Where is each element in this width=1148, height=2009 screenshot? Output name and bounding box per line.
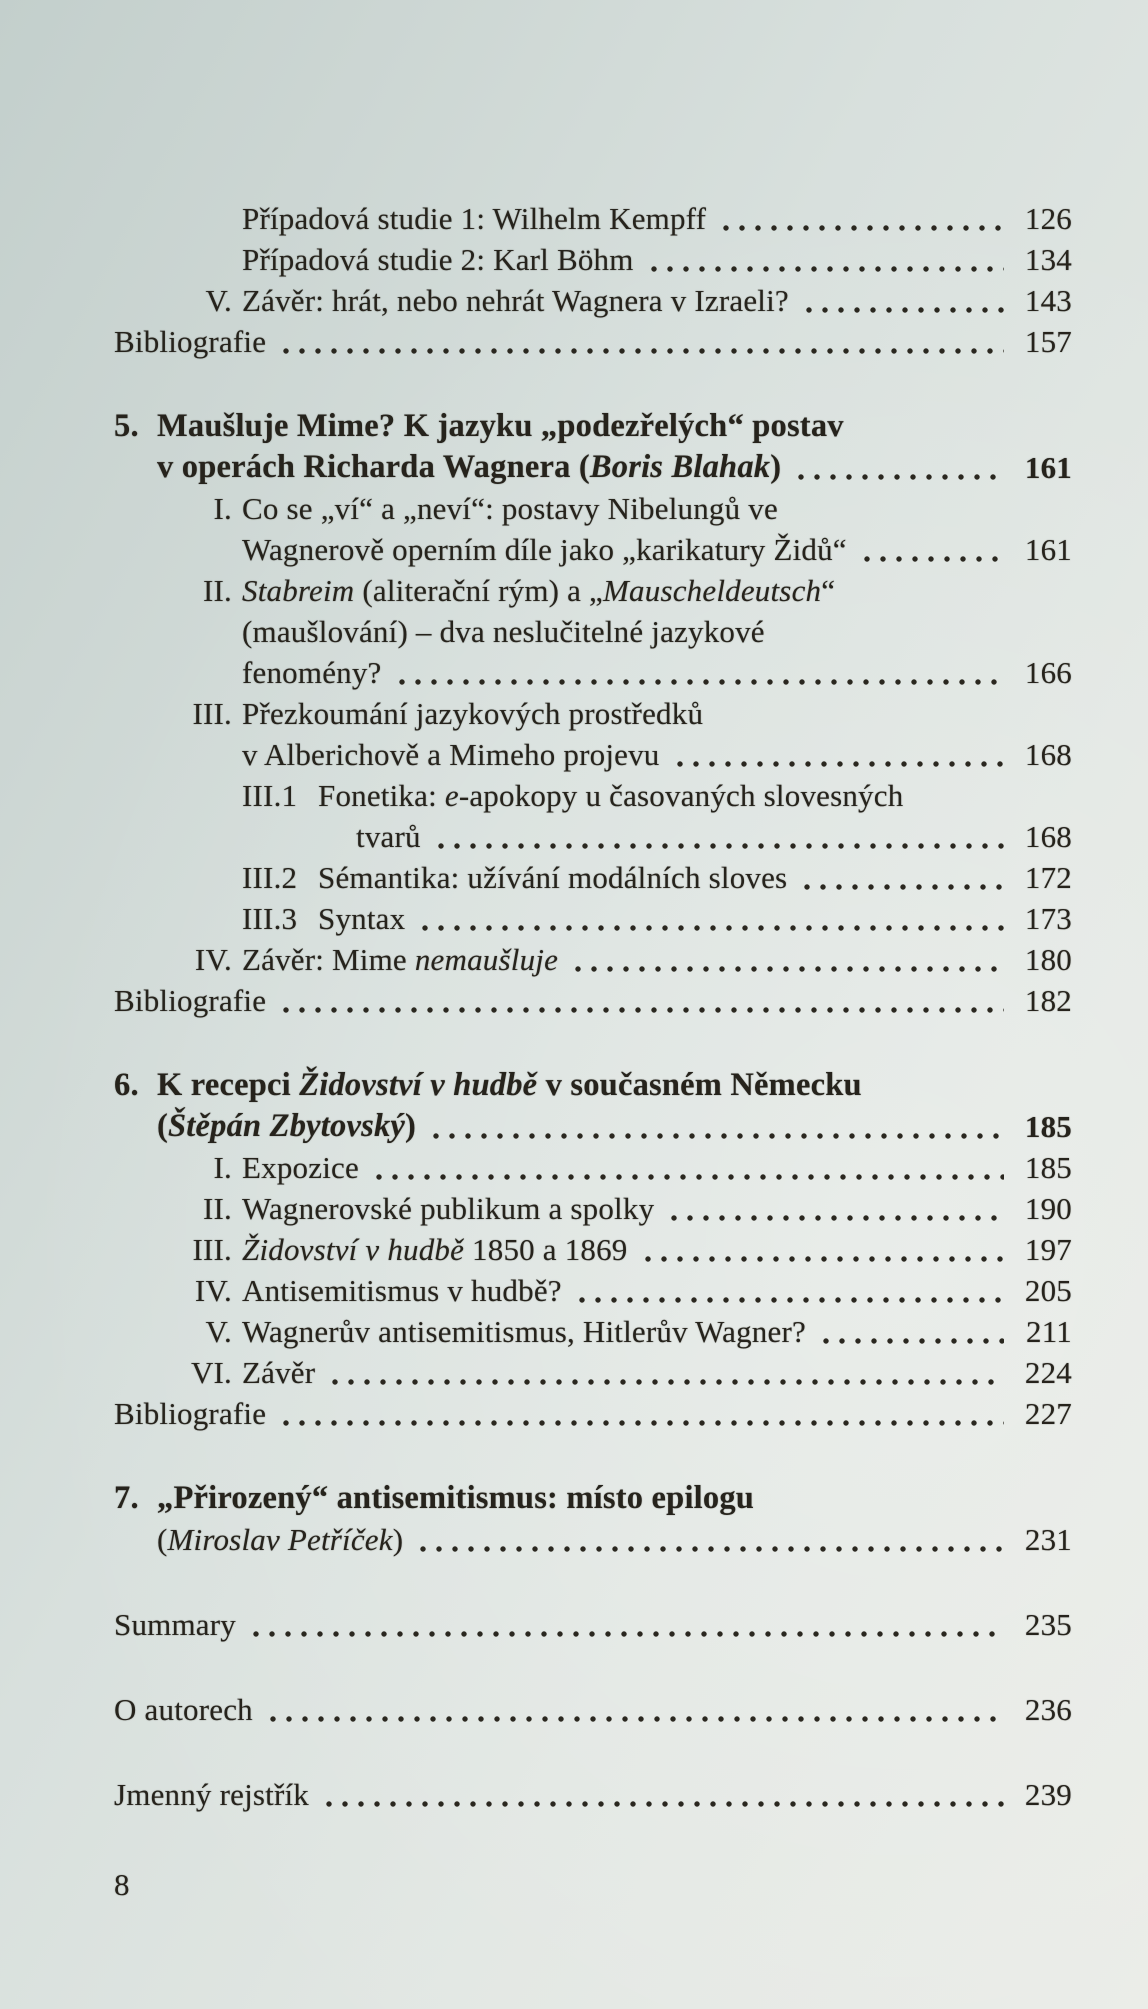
toc-entry-text: O autorech [114, 1692, 253, 1727]
toc-page-number: 157 [1024, 324, 1072, 359]
toc-dot-leader [799, 857, 1004, 890]
toc-entry-text: Jmenný rejstřík [114, 1777, 309, 1812]
toc-entry-text: fenomény? [242, 655, 382, 690]
toc-page-number: 166 [1024, 655, 1072, 690]
toc-entry [114, 1065, 1072, 1106]
toc-dot-leader [278, 321, 1004, 354]
toc-entry-text: Závěr: Mime nemaušluje [242, 942, 559, 977]
toc-entry-text: Případová studie 1: Wilhelm Kempff [242, 201, 707, 236]
toc-entry-label: III.3 [242, 901, 298, 936]
toc-entry-text: Přezkoumání jazykových prostředků [242, 696, 704, 731]
toc-page-number: 197 [1024, 1232, 1072, 1267]
toc-entry-text: Wagnerovské publikum a spolky [242, 1191, 655, 1226]
toc-dot-leader [818, 1311, 1004, 1344]
toc-dot-leader [718, 198, 1004, 231]
toc-entry [114, 898, 1072, 939]
toc-entry [114, 611, 1072, 652]
toc-entry-text: Případová studie 2: Karl Böhm [242, 242, 634, 277]
toc-dot-leader [327, 1352, 1004, 1385]
toc-entry [114, 652, 1072, 693]
toc-dot-leader [321, 1774, 1004, 1807]
toc-dot-leader [666, 1188, 1004, 1221]
toc-entry [114, 1147, 1072, 1188]
toc-entry-text: Syntax [318, 901, 406, 936]
toc-entry-label: II. [203, 1191, 232, 1226]
toc-entry [114, 1393, 1072, 1434]
toc-entry-text: (Štěpán Zbytovský) [157, 1108, 417, 1144]
toc-page-number: 180 [1024, 942, 1072, 977]
toc-page-number: 161 [1024, 532, 1072, 567]
toc-entry [114, 1774, 1072, 1815]
toc-dot-leader [570, 939, 1004, 972]
toc-entry-label: II. [203, 573, 232, 608]
toc-entry-text: Summary [114, 1607, 236, 1642]
toc-entry-label: V. [205, 1314, 232, 1349]
toc-entry-text: „Přirozený“ antisemitismus: místo epilogu [157, 1480, 755, 1516]
toc-entry [114, 529, 1072, 570]
toc-page-number: 231 [1024, 1522, 1072, 1557]
toc-dot-leader [428, 1106, 1004, 1139]
toc-page-number: 211 [1026, 1314, 1072, 1349]
toc-entry-label: I. [213, 491, 232, 526]
toc-entry-label: IV. [194, 942, 232, 977]
toc-entry-label: V. [205, 283, 232, 318]
toc-entry [114, 321, 1072, 362]
toc-entry [114, 1478, 1072, 1519]
toc-dot-leader [278, 1393, 1004, 1426]
toc-entry-text: Sémantika: užívání modálních sloves [318, 860, 788, 895]
toc-entry [114, 1106, 1072, 1147]
toc-page-number: 143 [1024, 283, 1072, 318]
toc-page-number: 134 [1024, 242, 1072, 277]
toc-entry [114, 939, 1072, 980]
toc-entry-label: III. [192, 696, 232, 731]
toc-entry-text: Židovství v hudbě 1850 a 1869 [242, 1232, 628, 1267]
toc-entry-text: Maušluje Mime? K jazyku „podezřelých“ postav [157, 408, 844, 444]
toc-entry [114, 239, 1072, 280]
toc-entry-text: (Miroslav Petříček) [157, 1522, 404, 1557]
toc-dot-leader [672, 734, 1004, 767]
toc-entry-text: Bibliografie [114, 1396, 267, 1431]
toc-entry [114, 406, 1072, 447]
toc-page-number: 168 [1024, 819, 1072, 854]
toc-entry-label: 6. [114, 1067, 139, 1103]
toc-page-number: 173 [1024, 901, 1072, 936]
toc-entry-text: tvarů [356, 819, 421, 854]
toc-entry-text: Expozice [242, 1150, 359, 1185]
toc-entry-label: I. [213, 1150, 232, 1185]
toc-entry [114, 570, 1072, 611]
toc-entry [114, 1352, 1072, 1393]
toc-entry-text: K recepci Židovství v hudbě v současném Německu [157, 1067, 862, 1103]
toc-entry [114, 488, 1072, 529]
toc-entry-text: Závěr: hrát, nebo nehrát Wagnera v Izraeli? [242, 283, 789, 318]
toc-entry [114, 1604, 1072, 1645]
toc-entry-text: Wagnerově operním díle jako „karikatury Židů“ [242, 532, 847, 567]
toc-entry-text: v Alberichově a Mimeho projevu [242, 737, 660, 772]
toc-entry-label: 5. [114, 408, 139, 444]
toc-entry-text: Co se „ví“ a „neví“: postavy Nibelungů ve [242, 491, 778, 526]
toc-entry-text: Stabreim (aliterační rým) a „Mauscheldeutsch“ [242, 573, 836, 608]
toc-dot-leader [859, 529, 1004, 562]
toc-entry-text: Fonetika: e-apokopy u časovaných slovesných [318, 778, 904, 813]
toc-entry [114, 980, 1072, 1021]
toc-entry [114, 816, 1072, 857]
toc-dot-leader [417, 898, 1004, 931]
toc-entry-label: 7. [114, 1480, 139, 1516]
toc-page-number: 185 [1024, 1109, 1072, 1144]
toc-entry-label: III. [192, 1232, 232, 1267]
toc-page-number: 239 [1024, 1777, 1072, 1812]
toc-dot-leader [433, 816, 1004, 849]
toc-entry [114, 447, 1072, 488]
toc-page-number: 236 [1024, 1692, 1072, 1727]
toc-entry [114, 198, 1072, 239]
toc-page-number: 161 [1024, 450, 1072, 485]
toc-entry-text: Závěr [242, 1355, 316, 1390]
toc-entry [114, 1188, 1072, 1229]
toc-dot-leader [793, 447, 1004, 480]
toc-entry-text: (maušlování) – dva neslučitelné jazykové [242, 614, 765, 649]
toc-entry [114, 1689, 1072, 1730]
toc-entry [114, 1519, 1072, 1560]
toc-dot-leader [394, 652, 1004, 685]
toc-dot-leader [278, 980, 1004, 1013]
toc-page-number: 190 [1024, 1191, 1072, 1226]
toc-entry-text: Wagnerův antisemitismus, Hitlerův Wagner? [242, 1314, 806, 1349]
toc-entry [114, 1229, 1072, 1270]
toc-entry-text: Bibliografie [114, 324, 267, 359]
toc-page-number: 172 [1024, 860, 1072, 895]
toc-page-number: 205 [1024, 1273, 1072, 1308]
toc-page-number: 227 [1024, 1396, 1072, 1431]
toc-entry-label: VI. [190, 1355, 232, 1390]
toc-entry-text: Bibliografie [114, 983, 267, 1018]
toc-page-number: 224 [1024, 1355, 1072, 1390]
toc-dot-leader [371, 1147, 1004, 1180]
toc-dot-leader [415, 1519, 1004, 1552]
page-folio: 8 [114, 1867, 130, 1902]
toc-dot-leader [646, 239, 1004, 272]
toc-entry-label: IV. [194, 1273, 232, 1308]
toc-dot-leader [640, 1229, 1004, 1262]
toc-entry-label: III.2 [242, 860, 298, 895]
toc-list [114, 198, 1072, 1815]
toc-page-number: 168 [1024, 737, 1072, 772]
toc-entry-label: III.1 [242, 778, 298, 813]
toc-entry [114, 734, 1072, 775]
toc-entry [114, 280, 1072, 321]
toc-dot-leader [574, 1270, 1004, 1303]
toc-dot-leader [801, 280, 1004, 313]
toc-page-number: 185 [1024, 1150, 1072, 1185]
toc-entry [114, 775, 1072, 816]
toc-dot-leader [248, 1604, 1004, 1637]
toc-page-number: 235 [1024, 1607, 1072, 1642]
toc-dot-leader [265, 1689, 1004, 1722]
toc-entry [114, 693, 1072, 734]
toc-entry [114, 1270, 1072, 1311]
toc-entry-text: Antisemitismus v hudbě? [242, 1273, 562, 1308]
toc-entry [114, 857, 1072, 898]
toc-entry [114, 1311, 1072, 1352]
toc-entry-text: v operách Richarda Wagnera (Boris Blahak) [157, 449, 782, 485]
toc-page-number: 182 [1024, 983, 1072, 1018]
toc-page-number: 126 [1024, 201, 1072, 236]
